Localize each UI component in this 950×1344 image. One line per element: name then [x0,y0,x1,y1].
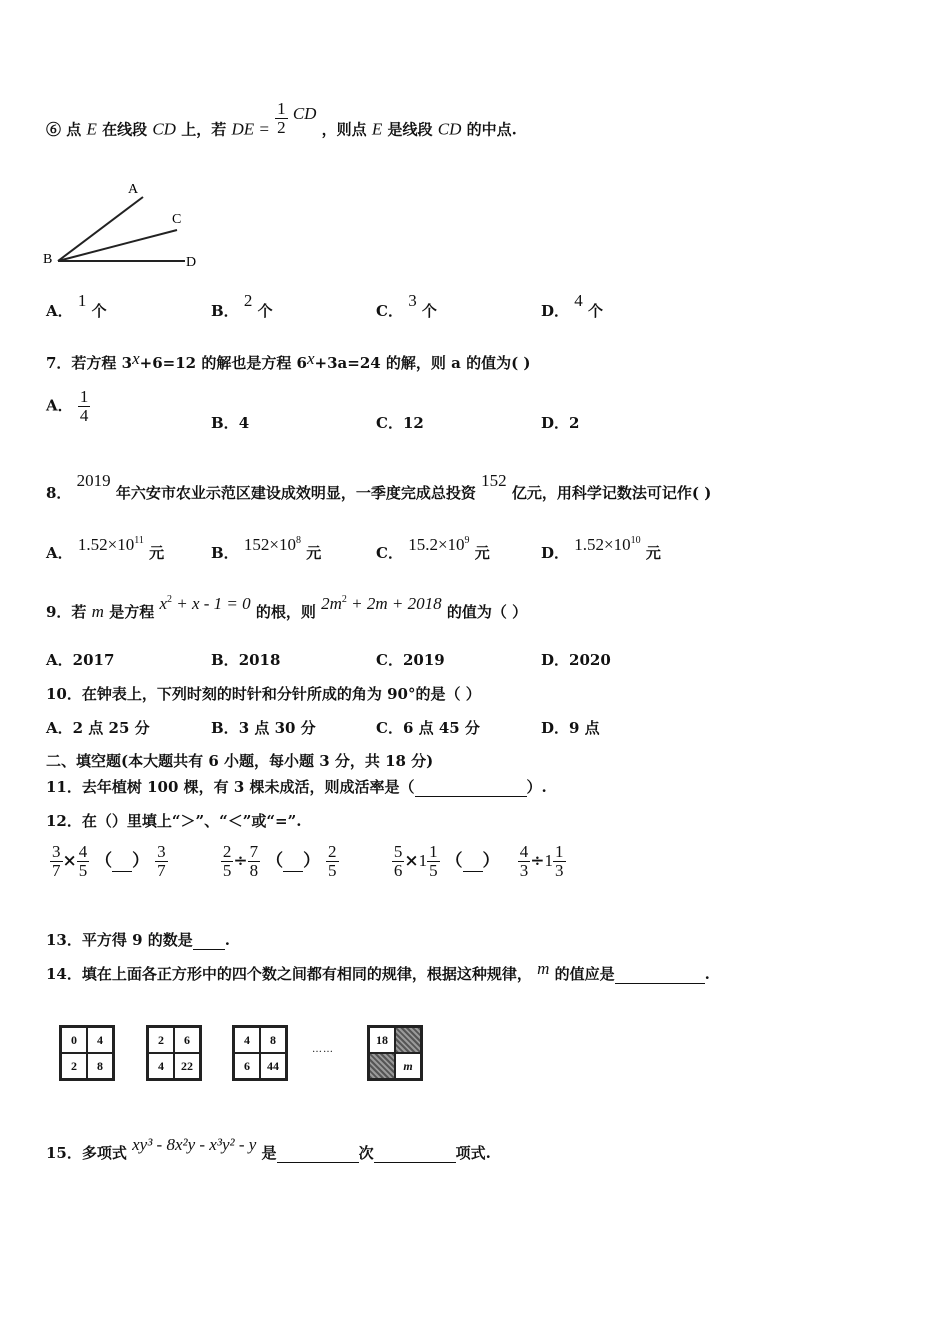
option-value: 4 [238,414,250,432]
q7-text: 7．若方程 3 [46,354,133,372]
divide-sign: ÷ [530,851,545,871]
question-15 [46,1135,491,1163]
frac-num: 3 [157,842,166,861]
fraction [221,843,234,880]
square-cell: 4 [148,1053,174,1079]
q9-option-c[interactable] [376,649,445,670]
square-cell: 6 [174,1027,200,1053]
option-value [78,535,144,554]
paren: ） [303,851,321,871]
q8-option-d[interactable] [541,535,661,563]
fraction [326,843,339,880]
q15-blank-degree[interactable] [277,1144,359,1163]
option-value: 6 点 45 分 [402,719,480,737]
fraction [248,843,261,880]
q13-text: . [224,931,230,949]
comparison-4 [518,843,566,880]
option-letter: B． [211,544,239,562]
q10-option-d[interactable] [541,717,600,738]
option-value: 2020 [569,651,611,669]
square-cell: 0 [61,1027,87,1053]
square-cell: 8 [260,1027,286,1053]
label-d: D [186,255,197,270]
q13-text: 13．平方得 9 的数是 [46,931,193,949]
frac-den: 7 [157,861,166,880]
q6-option-c[interactable] [376,291,437,321]
q15-blank-terms[interactable] [374,1144,456,1163]
frac-den: 3 [519,861,529,880]
fraction [427,843,440,880]
square-cell: 22 [174,1053,200,1079]
section-heading: 二、填空题(本大题共有 6 小题，每小题 3 分，共 18 分) [46,752,434,770]
q9-option-b[interactable] [211,649,280,670]
option-value: 2 点 25 分 [72,719,150,737]
q15-text: 15．多项式 [46,1144,127,1162]
option-unit: 个 [91,302,107,320]
option-unit: 个 [421,302,437,320]
label-c: C [172,212,182,227]
option-unit: 个 [587,302,603,320]
fraction [50,843,63,880]
fraction [155,843,168,880]
option-unit: 元 [306,544,322,562]
q10-option-b[interactable] [211,717,316,738]
q6-text: 是线段 [387,120,433,139]
sci-exponent: 9 [464,535,470,546]
q9-text: 的根，则 [255,603,316,621]
q9-text: 是方程 [109,603,155,621]
frac-num: 4 [519,842,529,861]
option-letter: D． [541,719,570,737]
fraction [77,843,90,880]
option-letter: D． [541,414,570,432]
question-8 [46,471,712,503]
question-10: 10．在钟表上，下列时刻的时针和分针所成的角为 90°的是（ ） [46,685,481,703]
option-value: 3 [408,291,417,310]
sci-base: 15.2×10 [408,535,465,554]
q6-option-d[interactable] [541,291,603,321]
option-letter: D． [541,302,570,320]
times-sign: × [404,851,419,871]
q13-answer-blank[interactable] [193,931,225,950]
paren: （ [95,851,113,871]
square-cell: 8 [87,1053,113,1079]
q9-option-d[interactable] [541,649,611,670]
frac-den: 2 [277,118,286,137]
q7-text: +3a=24 的解，则 a 的值为( ) [314,354,531,372]
number-square-2 [146,1025,202,1081]
fraction [518,843,531,880]
q7-option-a[interactable] [46,388,90,425]
frac-num: 3 [52,842,61,861]
option-value [574,535,640,554]
question-9 [46,594,528,622]
q6-segment-cd: CD [437,119,462,139]
sci-base: 1.52×10 [574,535,631,554]
exponent: 2 [341,594,347,605]
option-value: 2 [569,414,580,432]
q14-answer-blank[interactable] [615,965,705,984]
expr-part: + 2m + 2018 [351,594,442,613]
frac-den: 3 [555,861,564,880]
q7-option-b[interactable] [211,412,249,433]
question-12: 12．在（）里填上“＞”、“＜”或“=”. [46,812,302,830]
frac-den: 8 [249,861,259,880]
comparison-2 [221,843,386,880]
q8-text: 亿元，用科学记数法可记作( ) [511,484,712,502]
q15-text: 项式. [455,1144,491,1162]
times-sign: × [62,851,77,871]
square-cell: 4 [234,1027,260,1053]
q8-number: 8． [46,484,72,502]
number-square-3 [232,1025,288,1081]
frac-num: 2 [222,842,232,861]
option-unit: 元 [149,544,165,562]
mixed-whole: 1 [418,851,428,870]
q6-equation-lhs: DE = [231,119,270,139]
q9-text: 的值为（ ） [446,603,528,621]
ellipsis: …… [312,1044,334,1055]
option-letter: A． [46,719,73,737]
q11-text: ）. [526,778,547,796]
number-square-1 [59,1025,115,1081]
option-letter: C． [376,414,403,432]
q8-text: 年六安市农业示范区建设成效明显，一季度完成总投资 [115,484,476,502]
q6-text: 在线段 [102,120,148,139]
option-letter: D． [541,544,570,562]
frac-den: 5 [78,861,88,880]
sci-exponent: 8 [296,535,302,546]
frac-num: 1 [277,99,286,118]
q7-variable-x: x [132,349,140,368]
frac-num: 5 [393,842,403,861]
sci-base: 152×10 [243,535,297,554]
q15-text: 是 [261,1144,277,1162]
frac-den: 4 [79,406,89,425]
frac-num: 7 [249,842,259,861]
question-11 [46,776,547,797]
q8-option-c[interactable] [376,535,490,563]
q6-text: 上，若 [181,120,227,139]
option-value: 2017 [72,651,115,669]
frac-den: 5 [429,861,438,880]
option-letter: C． [376,302,403,320]
square-cell: 6 [234,1053,260,1079]
option-unit: 个 [257,302,273,320]
q14-text: 的值应是 [554,965,615,983]
comparison-3 [392,843,512,880]
q6-text: 的中点. [466,120,517,139]
q7-option-d[interactable] [541,412,579,433]
option-letter: A． [46,302,73,320]
option-value: 3 点 30 分 [238,719,316,737]
option-value: 2018 [238,651,281,669]
paren: （ [266,851,284,871]
square-cell-m [395,1053,421,1079]
q6-point-e: E [86,119,97,139]
frac-num: 4 [78,842,88,861]
option-letter: A． [46,544,73,562]
label-a: A [128,182,139,197]
frac-num: 2 [328,842,337,861]
frac-num: 1 [79,387,89,406]
paren: ） [482,851,500,871]
angle-figure [40,175,210,275]
option-value: 12 [402,414,424,432]
eq-part: + x - 1 = 0 [176,594,251,613]
q8-amount: 152 [481,471,507,490]
q14-text: 14．填在上面各正方形中的四个数之间都有相同的规律，根据这种规律， [46,965,532,983]
q12-blank-2[interactable] [283,851,303,872]
option-value: 1 [77,291,87,310]
exponent: 2 [166,594,172,605]
q8-year: 2019 [76,471,111,490]
square-cell: 18 [369,1027,395,1053]
option-value: 9 点 [569,719,600,737]
q6-option-b[interactable] [211,291,273,321]
frac-den: 5 [222,861,232,880]
q14-text: . [704,965,710,983]
q8-option-a[interactable] [46,535,165,563]
option-value [244,535,301,554]
q11-text: 11．去年植树 100 棵，有 3 棵未成活，则成活率是（ [46,778,415,796]
sci-base: 1.52×10 [77,535,135,554]
option-letter: A． [46,396,73,415]
square-cell: 4 [87,1027,113,1053]
fraction [553,843,566,880]
q9-equation [159,594,250,613]
option-unit: 元 [645,544,661,562]
q6-option-a[interactable] [46,291,107,321]
square-cell: 44 [260,1053,286,1079]
option-letter: A． [46,651,73,669]
q7-variable-x: x [307,349,315,368]
q12-blank-3[interactable] [463,851,483,872]
option-letter: B． [211,414,239,432]
frac-den: 7 [52,861,61,880]
frac-den: 5 [328,861,337,880]
q12-comparisons [50,843,566,880]
divide-sign: ÷ [233,851,248,871]
shaded-cell [395,1027,421,1053]
frac-den: 6 [393,861,403,880]
option-letter: D． [541,651,570,669]
q15-text: 次 [358,1144,374,1162]
q10-option-c[interactable] [376,717,480,738]
square-cell: 2 [61,1053,87,1079]
q6-equation-rhs: CD [292,103,317,123]
comparison-1 [50,843,215,880]
question-13 [46,929,230,950]
sci-exponent: 11 [134,535,144,546]
q12-blank-1[interactable] [112,851,132,872]
sci-exponent: 10 [630,535,641,546]
number-square-4 [367,1025,423,1081]
frac-num: 1 [555,842,564,861]
question-7 [46,349,531,373]
q6-segment-cd: CD [152,119,176,139]
q9-expression [321,594,442,613]
option-letter: B． [211,302,239,320]
q7-option-c[interactable] [376,412,424,433]
option-unit: 元 [474,544,490,562]
q14-variable-m: m [537,959,550,978]
q9-text: 9．若 [46,603,87,621]
option-letter: B． [211,651,239,669]
question-14 [46,959,710,984]
paren: （ [445,851,463,871]
option-letter: C． [376,651,403,669]
option-value: 2 [243,291,253,310]
q7-text: +6=12 的解也是方程 6 [139,354,307,372]
option-fraction [78,388,91,425]
q10-option-a[interactable] [46,717,150,738]
mixed-whole: 1 [544,851,554,870]
expr-part: 2m [321,594,342,613]
q6-text: ，则点 [321,120,367,139]
q8-option-b[interactable] [211,535,322,563]
cell-m: m [403,1058,413,1073]
eq-part: x [159,594,167,613]
option-letter: B． [211,719,239,737]
q15-polynomial: xy³ - 8x²y - x³y² - y [132,1135,257,1154]
fraction [392,843,405,880]
question-6 [46,99,517,149]
shaded-cell [369,1053,395,1079]
square-cell: 2 [148,1027,174,1053]
q11-answer-blank[interactable] [415,778,527,797]
option-value: 4 [574,291,583,310]
option-value: 2019 [402,651,445,669]
option-letter: C． [376,544,403,562]
frac-num: 1 [429,842,438,861]
label-b: B [43,252,53,267]
q6-fraction [275,100,288,137]
paren: ） [132,851,150,871]
q6-prefix: ⑥ 点 [46,120,82,139]
option-letter: C． [376,719,403,737]
option-value [408,535,469,554]
q9-option-a[interactable] [46,649,114,670]
q9-variable-m: m [91,602,104,621]
q6-point-e: E [371,119,383,139]
